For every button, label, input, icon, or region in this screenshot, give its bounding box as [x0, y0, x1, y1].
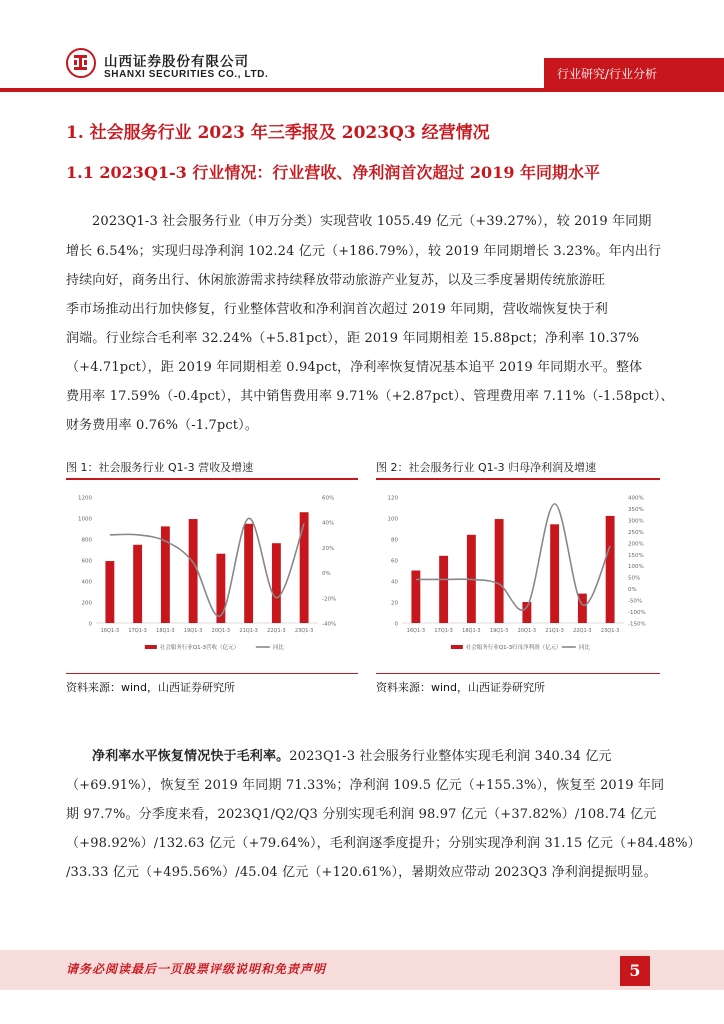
bar-mark — [272, 543, 281, 623]
left-axis-tick-label: 80 — [391, 537, 398, 544]
figure-2-title: 图 2：社会服务行业 Q1-3 归母净利润及增速 — [376, 461, 597, 474]
x-axis-tick-label: 21Q1-3 — [545, 628, 564, 634]
left-axis-tick-label: 120 — [387, 495, 398, 502]
figure-2-top-rule — [376, 478, 660, 480]
left-axis-tick-label: 40 — [391, 579, 398, 586]
x-axis-tick-label: 20Q1-3 — [211, 628, 231, 634]
right-axis-tick-label: 300% — [628, 518, 644, 525]
bar-mark — [244, 524, 253, 623]
left-axis-tick-label: 400 — [81, 579, 92, 586]
x-axis-tick-label: 18Q1-3 — [462, 628, 481, 634]
right-axis-tick-label: 200% — [628, 541, 644, 548]
x-axis-tick-label: 17Q1-3 — [128, 628, 147, 634]
paragraph-line: （+4.71pct），距 2019 年同期相差 0.94pct，净利率恢复情况基本追平 2019 年同期水平。整体 — [66, 360, 643, 375]
legend-bar-label: 社会服务行业Q1-3归母净利润（亿元） — [465, 645, 562, 651]
footer-disclaimer: 请务必阅读最后一页股票评级说明和免责声明 — [66, 962, 327, 976]
bar-mark — [550, 524, 559, 623]
bar-mark — [495, 519, 504, 623]
paragraph-line: 季市场推动出行加快修复，行业整体营收和净利润首次超过 2019 年同期，营收端恢复快于利 — [66, 302, 608, 317]
left-axis-tick-label: 0 — [394, 621, 398, 628]
figure-1-source: 资料来源：wind，山西证券研究所 — [66, 681, 236, 694]
legend-line-label: 同比 — [272, 645, 284, 651]
company-name-en: SHANXI SECURITIES CO., LTD. — [104, 69, 269, 80]
x-axis-tick-label: 19Q1-3 — [183, 628, 203, 634]
right-axis-tick-label: 0% — [322, 571, 331, 578]
right-axis-tick-label: 100% — [628, 564, 644, 571]
bar-mark — [606, 516, 615, 623]
left-axis-tick-label: 200 — [81, 600, 92, 607]
legend-line-label: 同比 — [578, 645, 590, 651]
paragraph-line: 增长 6.54%；实现归母净利润 102.24 亿元（+186.79%），较 2019 年同期增长 3.23%。年内出行 — [66, 244, 662, 259]
x-axis-tick-label: 19Q1-3 — [489, 628, 509, 634]
right-axis-tick-label: -50% — [628, 598, 643, 605]
company-name-cn: 山西证券股份有限公司 — [104, 54, 249, 70]
left-axis-tick-label: 1200 — [78, 495, 92, 502]
left-axis-tick-label: 60 — [391, 558, 398, 565]
right-axis-tick-label: 60% — [322, 495, 335, 502]
right-axis-tick-label: -20% — [322, 596, 337, 603]
header-rule — [0, 88, 724, 92]
report-category-label: 行业研究/行业分析 — [557, 67, 658, 81]
x-axis-tick-label: 20Q1-3 — [517, 628, 537, 634]
left-axis-tick-label: 100 — [387, 516, 398, 523]
right-axis-tick-label: 40% — [322, 520, 335, 527]
right-axis-tick-label: 20% — [322, 545, 335, 552]
left-axis-tick-label: 1000 — [78, 516, 92, 523]
paragraph-line: 持续向好，商务出行、休闲旅游需求持续释放带动旅游产业复苏，以及三季度暑期传统旅游旺 — [66, 273, 606, 288]
x-axis-tick-label: 16Q1-3 — [406, 628, 426, 634]
right-axis-tick-label: 400% — [628, 495, 644, 502]
left-axis-tick-label: 20 — [391, 600, 398, 607]
figure-1-top-rule — [66, 478, 358, 480]
paragraph-line: 期 97.7%。分季度来看，2023Q1/Q2/Q3 分别实现毛利润 98.97 亿元（+37.82%）/108.74 亿元 — [66, 807, 657, 822]
figure-1-bottom-rule — [66, 673, 358, 674]
paragraph-line: （+69.91%），恢复至 2019 年同期 71.33%；净利润 109.5 亿元（+155.3%），恢复至 2019 年同 — [66, 778, 665, 793]
figure-2-chart — [376, 485, 660, 665]
report-category-tab — [544, 58, 724, 88]
x-axis-tick-label: 23Q1-3 — [600, 628, 620, 634]
left-axis-tick-label: 600 — [81, 558, 92, 565]
legend-bar-swatch — [451, 645, 463, 649]
legend-bar-swatch — [145, 645, 157, 649]
paragraph-line: （+98.92%）/132.63 亿元（+79.64%），毛利润逐季度提升；分别实现净利润 31.15 亿元（+84.48%） — [66, 836, 701, 851]
paragraph-line: 2023Q1-3 社会服务行业（申万分类）实现营收 1055.49 亿元（+39.27%），较 2019 年同期 — [92, 214, 652, 229]
paragraph-line: 润端。行业综合毛利率 32.24%（+5.81pct），距 2019 年同期相差 15.88pct；净利率 10.37% — [66, 331, 640, 346]
x-axis-tick-label: 18Q1-3 — [156, 628, 175, 634]
right-axis-tick-label: 250% — [628, 529, 644, 536]
paragraph-line: 费用率 17.59%（-0.4pct），其中销售费用率 9.71%（+2.87pct）、管理费用率 7.11%（-1.58pct）、 — [66, 389, 674, 404]
paragraph-line: /33.33 亿元（+495.56%）/45.04 亿元（+120.61%），暑期效应带动 2023Q3 净利润提振明显。 — [66, 865, 657, 880]
bar-mark — [411, 571, 420, 624]
section-heading: 1. 社会服务行业 2023 年三季报及 2023Q3 经营情况 — [66, 123, 490, 143]
x-axis-tick-label: 23Q1-3 — [294, 628, 314, 634]
paragraph-lead: 净利率水平恢复情况快于毛利率。 — [92, 749, 290, 764]
right-axis-tick-label: 350% — [628, 506, 644, 513]
left-axis-tick-label: 800 — [81, 537, 92, 544]
right-axis-tick-label: 150% — [628, 552, 644, 559]
bar-mark — [189, 519, 198, 623]
right-axis-tick-label: -100% — [628, 610, 646, 617]
left-axis-tick-label: 0 — [88, 621, 92, 628]
bar-mark — [105, 561, 114, 623]
right-axis-tick-label: 0% — [628, 587, 637, 594]
bar-mark — [439, 556, 448, 623]
subsection-heading: 1.1 2023Q1-3 行业情况：行业营收、净利润首次超过 2019 年同期水平 — [66, 163, 601, 182]
bar-mark — [216, 554, 225, 623]
bar-mark — [300, 512, 309, 623]
x-axis-tick-label: 16Q1-3 — [100, 628, 120, 634]
figure-1-chart — [66, 485, 358, 665]
bar-mark — [133, 545, 142, 623]
page-number: 5 — [620, 956, 650, 986]
paragraph-line: 财务费用率 0.76%（-1.7pct）。 — [66, 418, 258, 433]
x-axis-tick-label: 22Q1-3 — [267, 628, 286, 634]
figure-2-bottom-rule — [376, 673, 660, 674]
x-axis-tick-label: 21Q1-3 — [239, 628, 258, 634]
company-logo-icon — [66, 48, 96, 78]
paragraph-line — [66, 745, 658, 764]
figure-2-source: 资料来源：wind，山西证券研究所 — [376, 681, 546, 694]
x-axis-tick-label: 22Q1-3 — [573, 628, 592, 634]
right-axis-tick-label: -150% — [628, 621, 646, 628]
paragraph-line-text: 2023Q1-3 社会服务行业整体实现毛利润 340.34 亿元 — [289, 749, 612, 764]
figure-1-title: 图 1：社会服务行业 Q1-3 营收及增速 — [66, 461, 254, 474]
right-axis-tick-label: 50% — [628, 575, 641, 582]
right-axis-tick-label: -40% — [322, 621, 337, 628]
legend-bar-label: 社会服务行业Q1-3营收（亿元） — [159, 645, 240, 651]
bar-mark — [522, 602, 531, 623]
x-axis-tick-label: 17Q1-3 — [434, 628, 453, 634]
